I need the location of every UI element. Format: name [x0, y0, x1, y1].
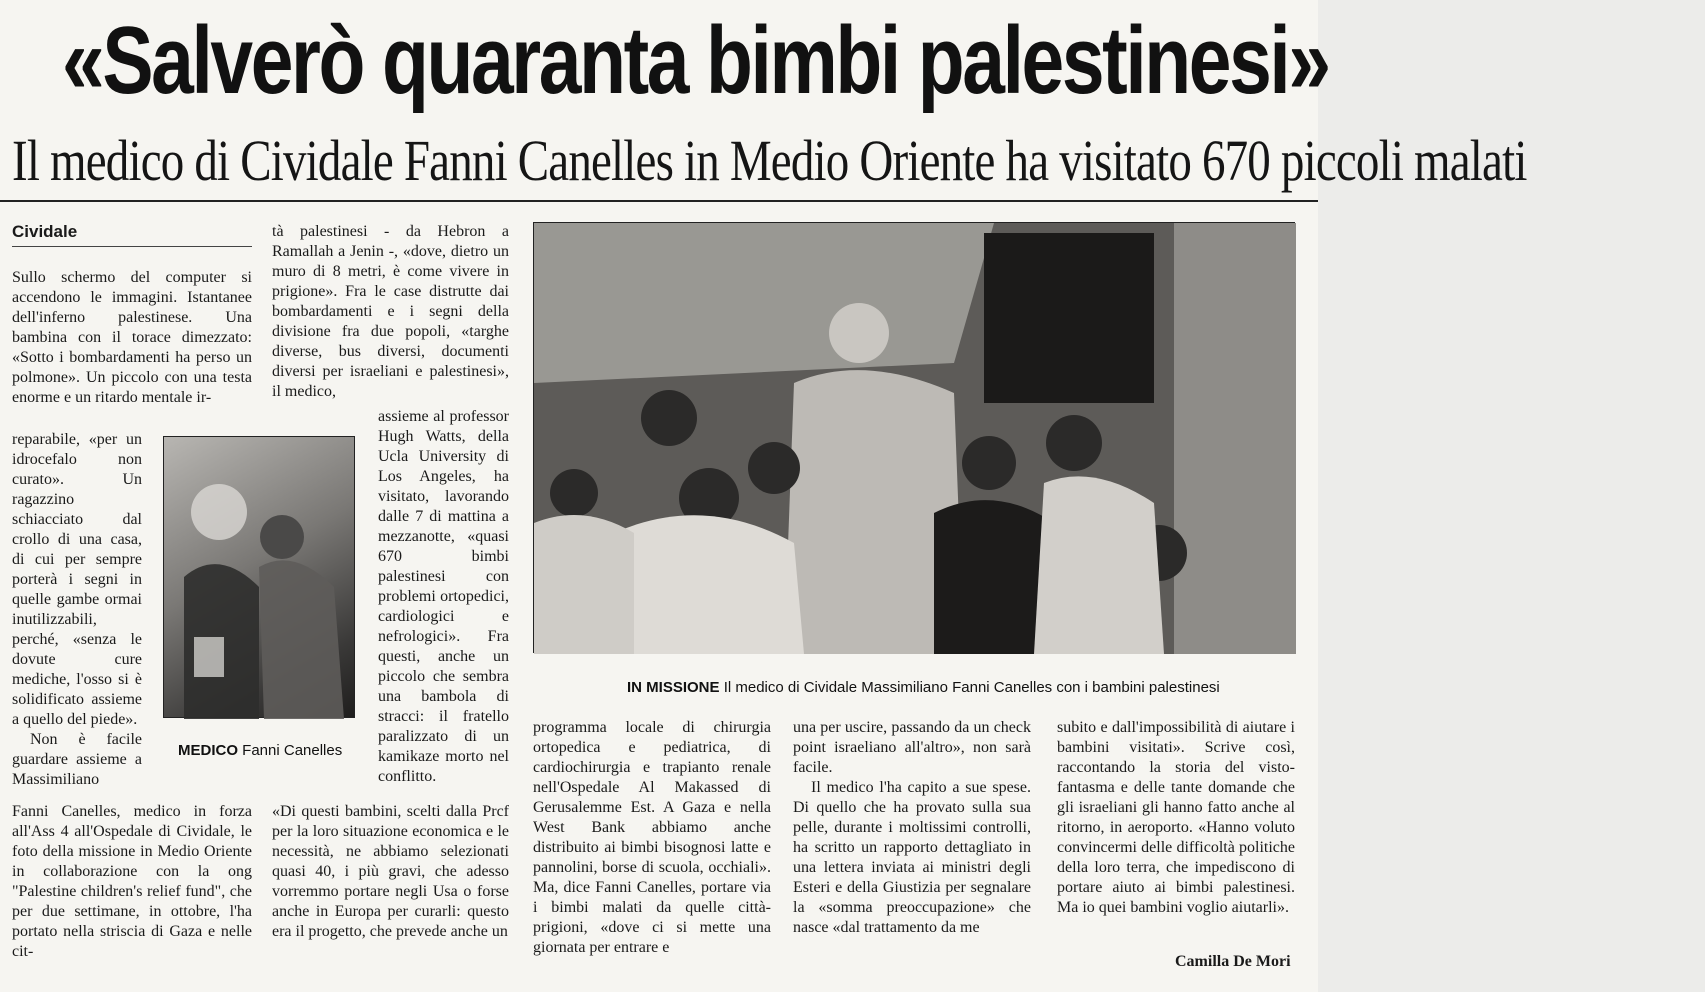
doctor-photo-image	[164, 437, 356, 719]
doctor-photo-caption	[178, 742, 342, 759]
column-3	[533, 718, 771, 958]
col4-paragraph-2: Il medico l'ha capito a sue spese. Di quello che ha provato sulla sua pelle, durante i moltissimi controlli, ha scritto un rapporto dettagliato in una lettera inviata ai ministri degli Esteri e della Giustizia per segnalare la «somma preoccupazione» che nasce «dal trattamento da me	[793, 779, 1031, 936]
col4-paragraph-1: una per uscire, passando da un check point israeliano all'altro», non sarà facile.	[793, 719, 1031, 776]
column-2-top	[272, 222, 509, 402]
col1-narrow-paragraph: reparabile, «per un idrocefalo non curato». Un ragazzino schiacciato dal crollo di una casa, di cui per sempre porterà i segni in quelle gambe ormai inutilizzabili, perché, «senza le dovute cure mediche, l'osso si è solidificato assieme a quello del piede».	[12, 431, 142, 728]
doctor-photo	[163, 436, 355, 718]
col5-paragraph: subito e dall'impossibilità di aiutare i bambini visitati». Scrive così, raccontando la storia del visto-fantasma e delle tante domande che gli israeliani gli hanno fatto anche al ritorno, in aeroporto. «Hanno voluto convincermi delle difficoltà politiche della loro terra, che impediscono di portare aiuto ai bimbi palestinesi. Ma io quei bambini voglio aiutarli».	[1057, 719, 1295, 916]
caption-small-text: Fanni Canelles	[242, 742, 343, 759]
column-1-narrow	[12, 430, 142, 790]
header-rule	[0, 200, 1318, 202]
column-5	[1057, 718, 1295, 918]
col2-paragraph: tà palestinesi - da Hebron a Ramallah a Jenin -, «dove, dietro un muro di 8 metri, è come vivere in prigione». Fra le case distrutte dai bombardamenti e i segni della divisione fra due popoli, «targhe diverse, bus diversi, documenti diversi per israeliani e palestinesi», il medico,	[272, 223, 509, 400]
main-photo-caption	[627, 679, 1220, 696]
main-photo	[533, 222, 1295, 653]
column-2-narrow	[378, 407, 509, 787]
column-4	[793, 718, 1031, 938]
section-label: Cividale	[12, 222, 78, 241]
col2-bottom-paragraph: «Di questi bambini, scelti dalla Prcf per la loro situazione economica e le necessità, ne abbiamo selezionati quasi 40, i più gravi, che adesso vorremmo portare negli Usa o forse anche in Europa per curarli: questo era il progetto, che prevede anche un	[272, 803, 509, 940]
byline: Camilla De Mori	[1175, 953, 1291, 970]
column-1-bottom	[12, 802, 252, 962]
headline: «Salverò quaranta bimbi palestinesi»	[62, 7, 1329, 114]
col1-paragraph: Sullo schermo del computer si accendono le immagini. Istantanee dell'inferno palestinese. Una bambina con il torace dimezzato: «Sotto i bombardamenti ha perso un polmone». Un piccolo con una testa enorme e un ritardo mentale ir-	[12, 269, 252, 406]
col2-narrow-paragraph: assieme al professor Hugh Watts, della Ucla University di Los Angeles, ha visitato, lavorando dalle 7 di mattina a mezzanotte, «quasi 670 bimbi palestinesi con problemi ortopedici, cardiologici e nefrologici». Fra questi, anche un piccolo che sembra una bambola di stracci: il fratello paralizzato di un kamikaze morto nel conflitto.	[378, 408, 509, 785]
col1-narrow-paragraph-2: Non è facile guardare assieme a Massimiliano	[12, 731, 142, 788]
caption-main-text: Il medico di Cividale Massimiliano Fanni Canelles con i bambini palestinesi	[723, 679, 1220, 696]
column-2-bottom	[272, 802, 509, 942]
subtitle: Il medico di Cividale Fanni Canelles in Medio Oriente ha visitato 670 piccoli malati	[12, 128, 1527, 193]
caption-small-lead: MEDICO	[178, 742, 238, 759]
main-photo-image	[534, 223, 1296, 654]
col3-paragraph: programma locale di chirurgia ortopedica e pediatrica, di cardiochirurgia e trapianto renale nell'Ospedale Al Makassed di Gerusalemme Est. A Gaza e nella West Bank abbiamo anche distribuito ai bimbi bisognosi latte e pannolini, borse di scuola, occhiali». Ma, dice Fanni Canelles, portare via i bimbi malati da quelle città-prigioni, «dove ci si mette una giornata per entrare e	[533, 719, 771, 956]
col1-bottom-paragraph: Fanni Canelles, medico in forza all'Ass 4 all'Ospedale di Cividale, le foto della missione in Medio Oriente in collaborazione con la ong "Palestine children's relief fund", che per due settimane, in ottobre, l'ha portato nella striscia di Gaza e nelle cit-	[12, 803, 252, 960]
section-rule	[12, 246, 252, 247]
column-1-top	[12, 268, 252, 408]
caption-main-lead: IN MISSIONE	[627, 679, 720, 696]
